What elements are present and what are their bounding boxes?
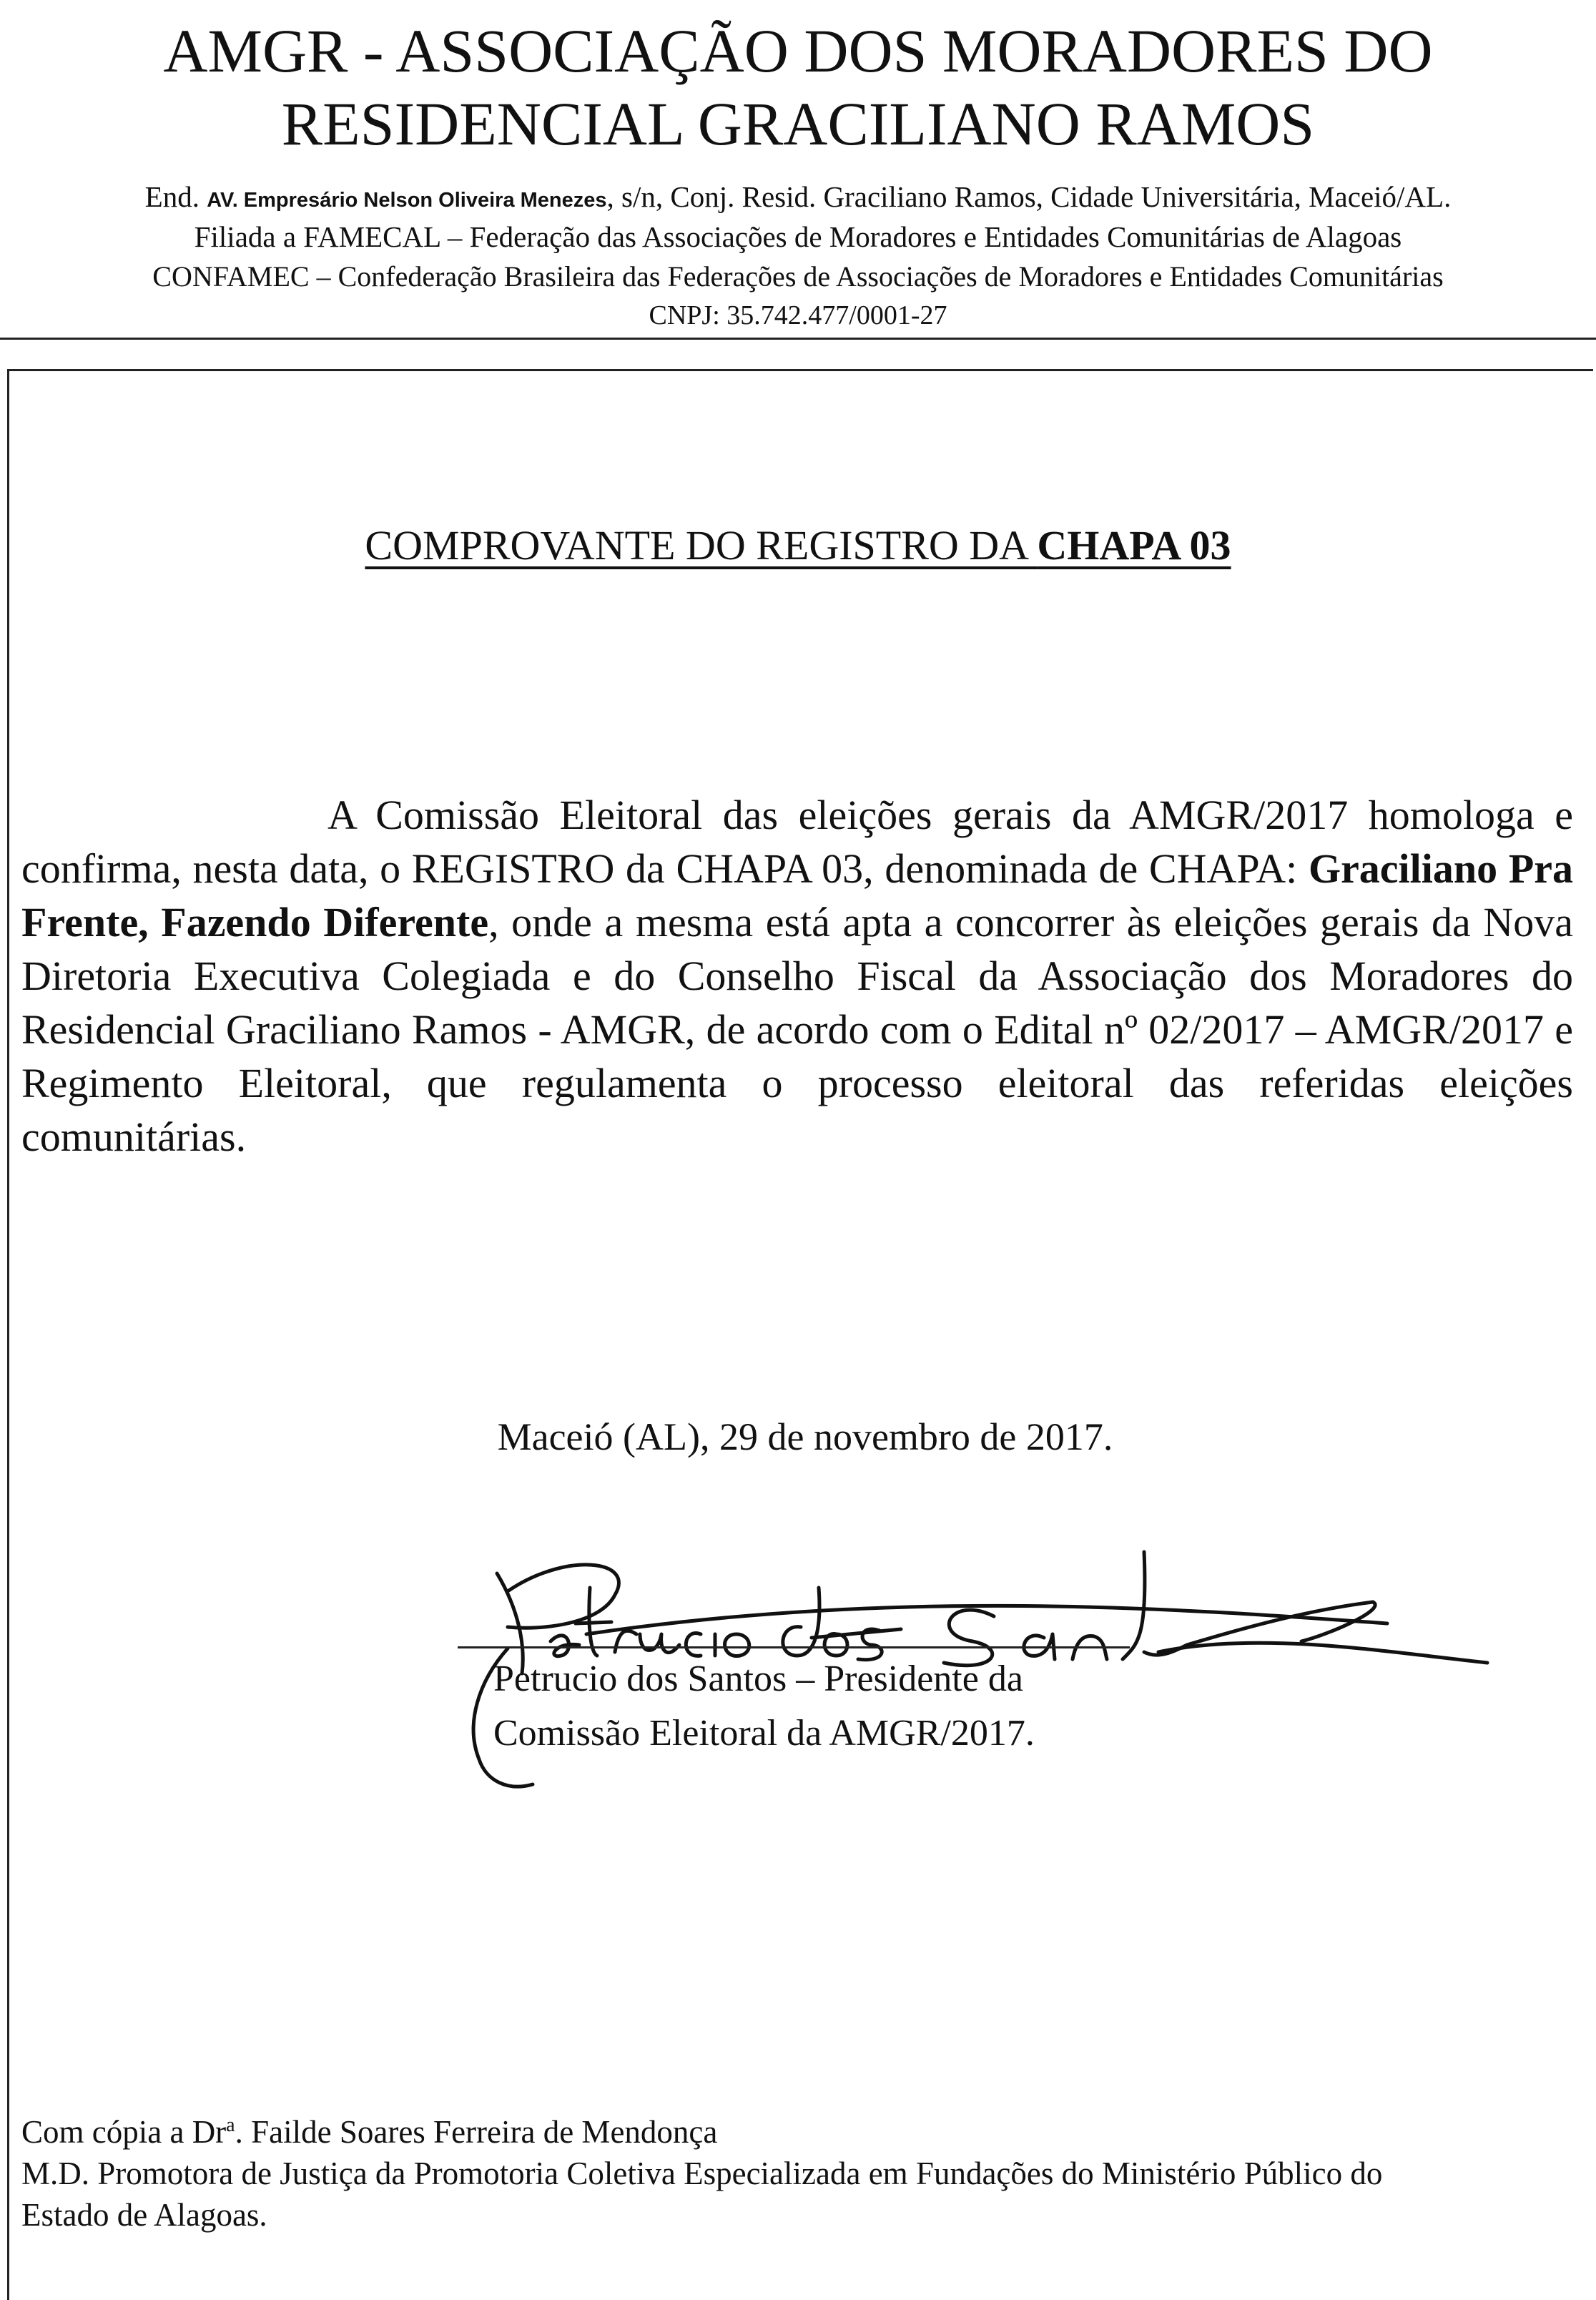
signer-commission: Comissão Eleitoral da AMGR/2017. — [493, 1713, 1035, 1754]
signature-line — [458, 1646, 1130, 1648]
address-line — [0, 179, 1596, 218]
document-title-chapa: CHAPA 03 — [1037, 522, 1231, 569]
body-text-part2: , onde a mesma está apta a concorrer às eleições gerais da Nova Diretoria Executiva Colegiada e do Conselho Fiscal da Associação dos Moradores do Residencial Graciliano Ramos - AMGR, de acordo com o Edital nº 02/2017 – AMGR/2017 e Regimento Eleitoral, que regulamenta o processo eleitoral das referidas eleições comunitárias. — [21, 899, 1574, 1160]
signer-name-title: Petrucio dos Santos – Presidente da — [493, 1658, 1023, 1699]
cnpj-line: CNPJ: 35.742.477/0001-27 — [649, 300, 947, 330]
signer-block — [493, 1652, 1035, 1761]
body-text-part1: A Comissão Eleitoral das eleições gerais da AMGR/2017 homologa e confirma, nesta data, o REGISTRO da CHAPA 03, denominada de CHAPA: — [21, 792, 1573, 892]
org-title-line2: RESIDENCIAL GRACILIANO RAMOS — [281, 89, 1315, 158]
org-title-line1: AMGR - ASSOCIAÇÃO DOS MORADORES DO — [163, 16, 1433, 85]
date-line: Maceió (AL), 29 de novembro de 2017. — [497, 1415, 1113, 1458]
copy-recipient-block — [21, 2111, 1580, 2236]
address-rest: , s/n, Conj. Resid. Graciliano Ramos, Cidade Universitária, Maceió/AL. — [606, 180, 1452, 213]
body-paragraph — [21, 788, 1573, 1164]
chapa-name: Graciliano Pra Frente, Fazendo Diferente — [21, 845, 1573, 945]
document-frame — [7, 369, 1593, 2300]
copy-line-2: M.D. Promotora de Justiça da Promotoria Coletiva Especializada em Fundações do Ministério Público do — [21, 2156, 1383, 2191]
header-divider — [0, 338, 1596, 340]
copy-line-1-prefix: Com cópia a Dr — [21, 2114, 227, 2150]
confamec-affiliation: CONFAMEC – Confederação Brasileira das Federações de Associações de Moradores e Entidades Comunitárias — [152, 260, 1444, 293]
famecal-affiliation: Filiada a FAMECAL – Federação das Associações de Moradores e Entidades Comunitárias de Alagoas — [194, 220, 1402, 253]
address-street: AV. Empresário Nelson Oliveira Menezes — [207, 189, 607, 212]
document-title — [0, 521, 1596, 571]
copy-line-1 — [21, 2111, 1580, 2153]
address-prefix: End. — [144, 180, 207, 213]
document-title-regular: COMPROVANTE DO REGISTRO DA — [365, 522, 1038, 569]
copy-line-3: Estado de Alagoas. — [21, 2197, 267, 2233]
copy-line-1-superscript: a — [226, 2114, 235, 2136]
copy-line-1-suffix: . Failde Soares Ferreira de Mendonça — [235, 2114, 718, 2150]
